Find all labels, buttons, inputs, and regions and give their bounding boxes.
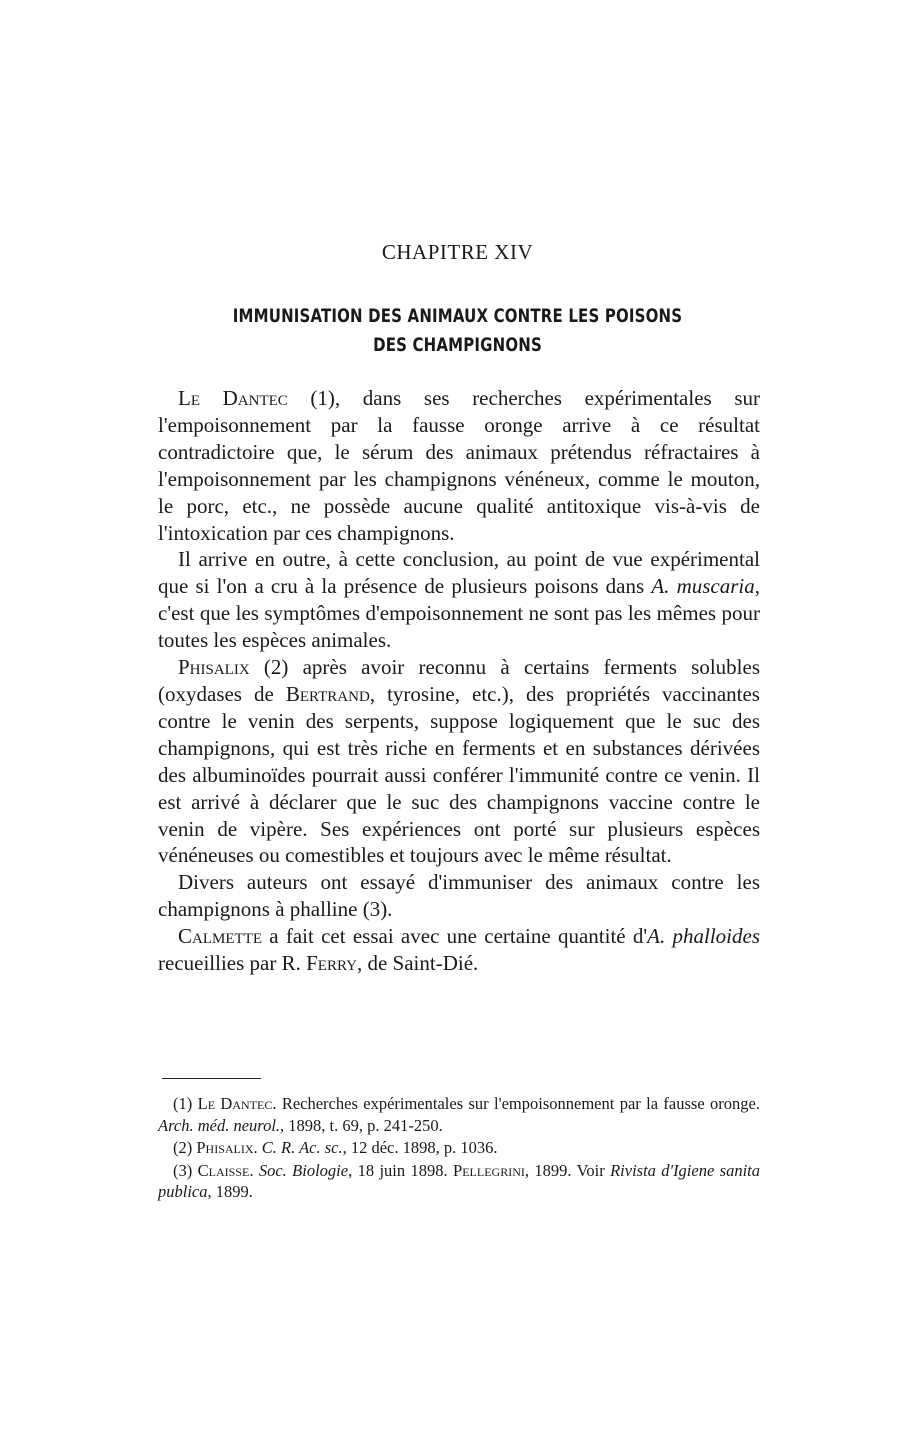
footnotes bbox=[158, 1093, 760, 1203]
footnote-divider bbox=[162, 1078, 261, 1079]
author-name: Le Dantec bbox=[197, 1094, 273, 1113]
author-name: Ferry bbox=[306, 951, 357, 976]
paragraph-4: Divers auteurs ont essayé d'immuniser des animaux contre les champignons à phalline (3). bbox=[158, 870, 760, 922]
chapter-title bbox=[181, 302, 735, 360]
author-name: Phisalix bbox=[196, 1138, 254, 1157]
chapter-heading: CHAPITRE XIV bbox=[381, 240, 534, 264]
footnote-2: (2) Phisalix. C. R. Ac. sc., 12 déc. 1898, p. 1036. bbox=[173, 1138, 498, 1157]
journal-name: C. R. Ac. sc. bbox=[261, 1138, 343, 1157]
body-text bbox=[158, 385, 760, 977]
chapter-title-line-2: DES CHAMPIGNONS bbox=[373, 335, 542, 356]
journal-name: Arch. méd. neurol. bbox=[158, 1115, 281, 1135]
paragraph-1: Le Dantec (1), dans ses recherches expérimentales sur l'empoisonnement par la fausse oronge arrive à ce résultat contradictoire que, le sérum des animaux prétendus réfractaires à l'empoisonnement par les champignons vénéneux, comme le mouton, le porc, etc., ne possède aucune qualité antitoxique vis-à-vis de l'intoxication par ces champignons. bbox=[158, 386, 760, 545]
paragraph-5: Calmette a fait cet essai avec une certaine quantité d'A. phalloides recueillies par R. Ferry, de Saint-Dié. bbox=[158, 924, 760, 976]
paragraph-2: Il arrive en outre, à cette conclusion, au point de vue expérimental que si l'on a cru à la présence de plusieurs poisons dans A. muscaria, c'est que les symptômes d'empoisonnement ne sont pas les mêmes pour toutes les espèces animales. bbox=[158, 547, 761, 653]
chapter-title-line-1: IMMUNISATION DES ANIMAUX CONTRE LES POISONS bbox=[232, 306, 683, 327]
author-name: Le Dantec bbox=[178, 386, 288, 410]
footnote-3: (3) Claisse. Soc. Biologie, 18 juin 1898. Pellegrini, 1899. Voir Rivista d'Igiene sanita publica, 1899. bbox=[158, 1160, 761, 1201]
author-name: Claisse bbox=[197, 1160, 250, 1180]
author-name: Calmette bbox=[178, 924, 262, 949]
species-name: A. phalloides bbox=[647, 924, 760, 949]
journal-name: Soc. Biologie bbox=[258, 1160, 349, 1180]
paragraph-3: Phisalix (2) après avoir reconnu à certains ferments solubles (oxydases de Bertrand, tyrosine, etc.), des propriétés vaccinantes contre le venin des serpents, suppose logiquement que le suc des champignons, qui est très riche en ferments et en substances dérivées des albuminoïdes pourrait aussi conférer l'immunité contre ce venin. Il est arrivé à déclarer que le suc des champignons vaccine contre le venin de vipère. Ses expériences ont porté sur plusieurs espèces vénéneuses ou comestibles et toujours avec le même résultat. bbox=[158, 655, 760, 868]
author-name: Phisalix bbox=[178, 655, 250, 680]
footnote-1: (1) Le Dantec. Recherches expérimentales sur l'empoisonnement par la fausse oronge. Arch. méd. neurol., 1898, t. 69, p. 241-250. bbox=[158, 1094, 760, 1135]
species-name: A. muscaria bbox=[651, 574, 755, 599]
author-name: Pellegrini bbox=[453, 1160, 525, 1180]
journal-name: Rivista d'Igiene sanita publica bbox=[158, 1160, 761, 1201]
author-name: Bertrand bbox=[285, 681, 370, 706]
